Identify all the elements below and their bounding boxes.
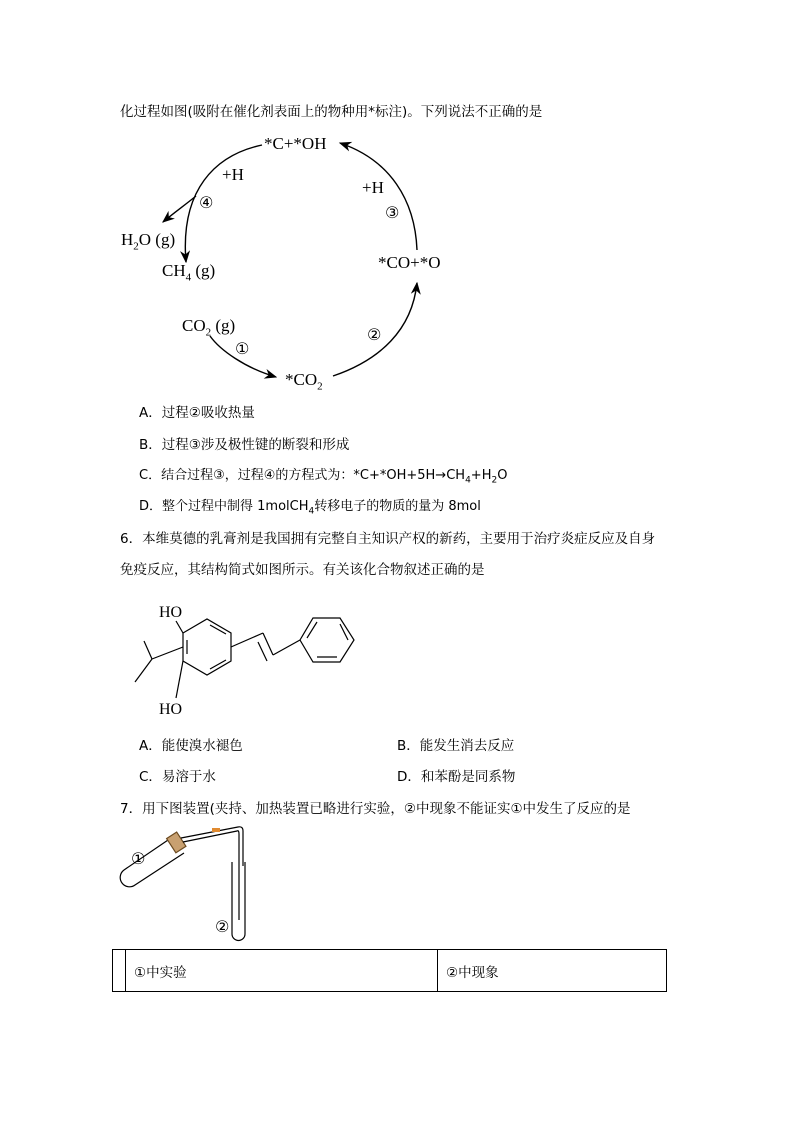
q5-option-b: B．过程③涉及极性键的断裂和形成 [139, 437, 350, 453]
q5-option-d: D．整个过程中制得 1molCH$_4$转移电子的物质的量为 8mol [139, 499, 481, 517]
ho-top-label: HO [159, 604, 183, 621]
species-ch4: $CH_4$ (g) [162, 261, 216, 284]
table-header-cell: ②中现象 [438, 950, 667, 992]
q7-table [112, 949, 667, 992]
apparatus-label-2: ② [215, 917, 230, 936]
step2-label: ② [367, 325, 382, 344]
q6-option-a: A．能使溴水褪色 [139, 738, 243, 754]
plus-h-left: +H [222, 165, 244, 184]
species-h2o: $H_2O$ (g) [121, 230, 176, 253]
step1-label: ① [235, 339, 250, 358]
q6-stem-line2: 免疫反应，其结构简式如图所示。有关该化合物叙述正确的是 [120, 562, 485, 578]
q6-option-c: C．易溶于水 [139, 769, 216, 785]
table-header-cell [113, 950, 126, 992]
species-c-oh: *C+*OH [264, 134, 327, 153]
q7-stem: 7．用下图装置(夹持、加热装置已略进行实验，②中现象不能证实①中发生了反应的是 [120, 801, 631, 817]
q5-intro: 化过程如图(吸附在催化剂表面上的物种用*标注)。下列说法不正确的是 [120, 104, 543, 120]
apparatus-label-1: ① [131, 849, 146, 868]
species-co-o: *CO+*O [378, 253, 441, 272]
species-co2-ads: $*CO_2$ [285, 370, 323, 393]
q5-option-a: A．过程②吸收热量 [139, 405, 255, 421]
step3-label: ③ [385, 203, 400, 222]
table-row [113, 950, 667, 992]
step4-label: ④ [199, 193, 214, 212]
plus-h-right: +H [362, 178, 384, 197]
table-header-cell: ①中实验 [126, 950, 438, 992]
q6-option-b: B．能发生消去反应 [397, 738, 515, 754]
q6-stem-line1: 6．本维莫德的乳膏剂是我国拥有完整自主知识产权的新药，主要用于治疗炎症反应及自身 [120, 531, 656, 547]
q5-option-c: C．结合过程③，过程④的方程式为：$*C+*OH+5H\to CH_4+H_2O$ [139, 468, 508, 486]
species-co2-gas: $CO_2$ (g) [182, 316, 236, 339]
ho-bottom-label: HO [159, 701, 183, 718]
q6-option-d: D．和苯酚是同系物 [397, 769, 516, 785]
